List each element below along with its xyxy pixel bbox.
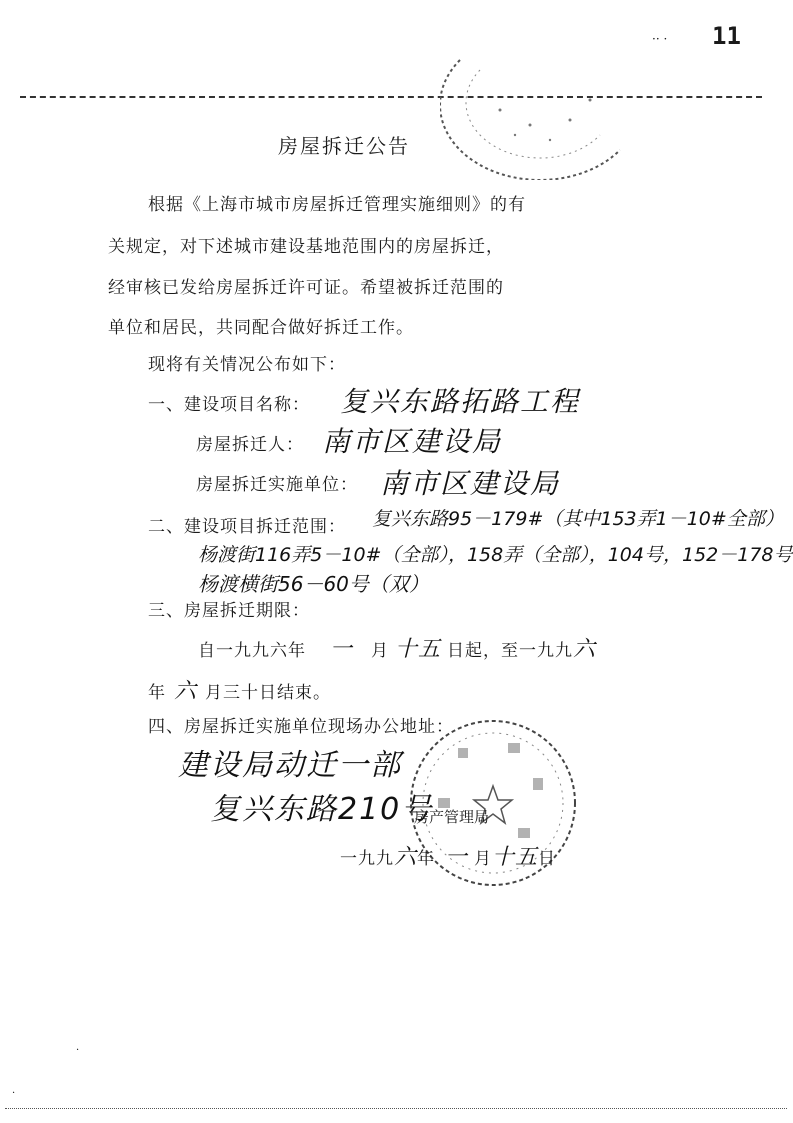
project-name-value: 复兴东路拓路工程	[340, 385, 581, 418]
implementing-unit-label: 房屋拆迁实施单位：	[196, 475, 358, 495]
page-title: 房屋拆迁公告	[278, 134, 410, 158]
period-end-text	[148, 674, 331, 705]
demolition-period-label: 三、房屋拆迁期限：	[148, 601, 310, 621]
intro-line: 根据《上海市城市房屋拆迁管理实施细则》的有	[148, 195, 526, 215]
period-start-text	[198, 632, 596, 663]
year-char: 年	[148, 683, 166, 703]
start-day: 十五	[395, 637, 442, 662]
month-char: 月	[371, 641, 390, 661]
period-mid-text: 日起，至一九九	[447, 641, 574, 661]
date-year-digit: 六	[394, 845, 418, 870]
page-number: 11	[712, 22, 741, 50]
date-prefix: 一九九	[340, 849, 394, 869]
scan-speck: ·	[76, 1045, 80, 1056]
announce-line: 现将有关情况公布如下：	[148, 355, 346, 375]
bottom-divider	[5, 1108, 787, 1109]
site-office-address: 复兴东路210号	[210, 792, 434, 827]
issuer-name: 房产管理局	[414, 808, 490, 826]
end-year-digit: 六	[573, 637, 597, 662]
site-office-label: 四、房屋拆迁实施单位现场办公地址：	[148, 717, 454, 737]
period-start-prefix: 自一九九六年	[198, 641, 306, 661]
intro-line: 经审核已发给房屋拆迁许可证。希望被拆迁范围的	[108, 278, 504, 298]
margin-marks: ·· ·	[652, 32, 668, 46]
top-divider	[20, 96, 762, 98]
date-month: 一	[445, 845, 469, 870]
end-month: 六	[174, 679, 198, 704]
date-day: 十五	[492, 845, 539, 870]
demolition-scope-line: 杨渡街116弄5－10#（全部），158弄（全部），104号，152－178号	[198, 544, 793, 566]
start-month: 一	[330, 637, 354, 662]
demolition-scope-line: 复兴东路95－179#（其中153弄1－10#全部）	[372, 508, 784, 530]
year-char: 年	[417, 849, 436, 869]
day-char: 日	[538, 849, 557, 869]
demolition-scope-label: 二、建设项目拆迁范围：	[148, 517, 346, 537]
demolisher-label: 房屋拆迁人：	[196, 435, 304, 455]
scan-speck: ·	[12, 1088, 16, 1099]
intro-line: 单位和居民，共同配合做好拆迁工作。	[108, 318, 414, 338]
issue-date	[340, 840, 556, 871]
implementing-unit-value: 南市区建设局	[380, 467, 561, 500]
project-name-label: 一、建设项目名称：	[148, 395, 310, 415]
demolition-scope-line: 杨渡横街56－60号（双）	[198, 572, 429, 596]
site-office-value: 建设局动迁一部	[178, 748, 402, 783]
month-char: 月	[474, 849, 493, 869]
official-seal-top-icon	[440, 40, 640, 180]
intro-line: 关规定，对下述城市建设基地范围内的房屋拆迁，	[108, 237, 504, 257]
demolisher-value: 南市区建设局	[322, 425, 503, 458]
period-end-suffix: 月三十日结束。	[205, 683, 332, 703]
